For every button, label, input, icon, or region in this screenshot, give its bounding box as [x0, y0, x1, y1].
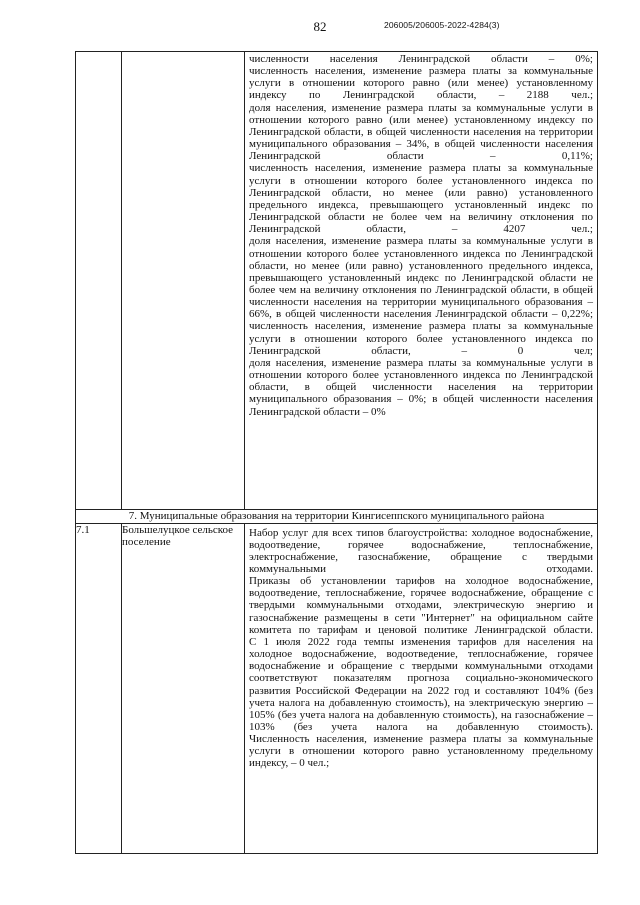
- document-code: 206005/206005-2022-4284(3): [384, 20, 500, 30]
- entry-name: Большелуцкое сельское поселение: [122, 523, 245, 853]
- paragraph: доля населения, изменение размера платы за коммунальные услуги в отношении которого более установленного индекса по Ленинградской области, в общей численности населения на территории муниципального образования – 0%; в общей численности населения Ленинградской области – 0%: [249, 356, 593, 418]
- paragraph: Набор услуг для всех типов благоустройства: холодное водоснабжение, водоотведение, горячее водоснабжение, теплоснабжение, электроснабжение, газоснабжение, обращение с твердыми коммунальными отходами.: [249, 526, 593, 575]
- paragraph: численность населения, изменение размера платы за коммунальные услуги в отношении которого равно (или менее) установленному индексу по Ленинградской области, – 2188 чел.;: [249, 65, 593, 102]
- document-table: [75, 51, 598, 854]
- paragraph: С 1 июля 2022 года темпы изменения тарифов для населения на холодное водоснабжение, водоотведение, теплоснабжение, горячее водоснабжение и обращение с твердыми коммунальными отходами соответствуют показателям прогноза социально-экономического развития Российской Федерации на 2022 год и составляют 104% (без учета налога на добавленную стоимость), на электрическую энергию – 105% (без учета налога на добавленную стоимость), на газоснабжение – 103% (без учета налога на добавленную стоимость).: [249, 635, 593, 733]
- entry-number: 7.1: [76, 523, 122, 853]
- paragraph: численности населения Ленинградской области – 0%;: [249, 53, 593, 65]
- paragraph: доля населения, изменение размера платы за коммунальные услуги в отношении которого более установленного индекса по Ленинградской области, но менее (или равно) установленного предельного индекса, превышающего установленный индекс по Ленинградской области не более чем на величину отклонения по Ленинградской области, в общей численности населения на территории муниципального образования – 66%, в общей численности населения Ленинградской области – 0,22%;: [249, 235, 593, 321]
- name-cell: [122, 52, 245, 510]
- paragraph: Численность населения, изменение размера платы за коммунальные услуги в отношении которого равно установленному предельному индексу, – 0 чел.;: [249, 733, 593, 770]
- paragraph: Приказы об установлении тарифов на холодное водоснабжение, водоотведение, теплоснабжение, горячее водоснабжение, обращение с твердыми коммунальными отходами, электрическую энергию и газоснабжение размещены в сети "Интернет" на официальном сайте комитета по тарифам и ценовой политике Ленинградской области.: [249, 575, 593, 636]
- section-title: 7. Муниципальные образования на территории Кингисеппского муниципального района: [76, 510, 598, 524]
- page-number: 82: [313, 19, 327, 34]
- description-cell: [245, 523, 598, 853]
- table-row: [76, 52, 598, 510]
- paragraph: численность населения, изменение размера платы за коммунальные услуги в отношении которого более установленного индекса по Ленинградской области, но менее (или равно) установленного предельного индекса, превышающего установленный индекс по Ленинградской области не более чем на величину отклонения по Ленинградской области, – 4207 чел.;: [249, 162, 593, 236]
- paragraph: численность населения, изменение размера платы за коммунальные услуги в отношении которого более установленного индекса по Ленинградской области, – 0 чел;: [249, 320, 593, 357]
- paragraph: доля населения, изменение размера платы за коммунальные услуги в отношении которого равно (или менее) установленному индексу по Ленинградской области, в общей численности населения на территории муниципального образования – 34%, в общей численности населения Ленинградской области – 0,11%;: [249, 101, 593, 163]
- description-cell: [245, 52, 598, 510]
- number-cell: [76, 52, 122, 510]
- section-header-row: [76, 510, 598, 524]
- table-row: [76, 523, 598, 853]
